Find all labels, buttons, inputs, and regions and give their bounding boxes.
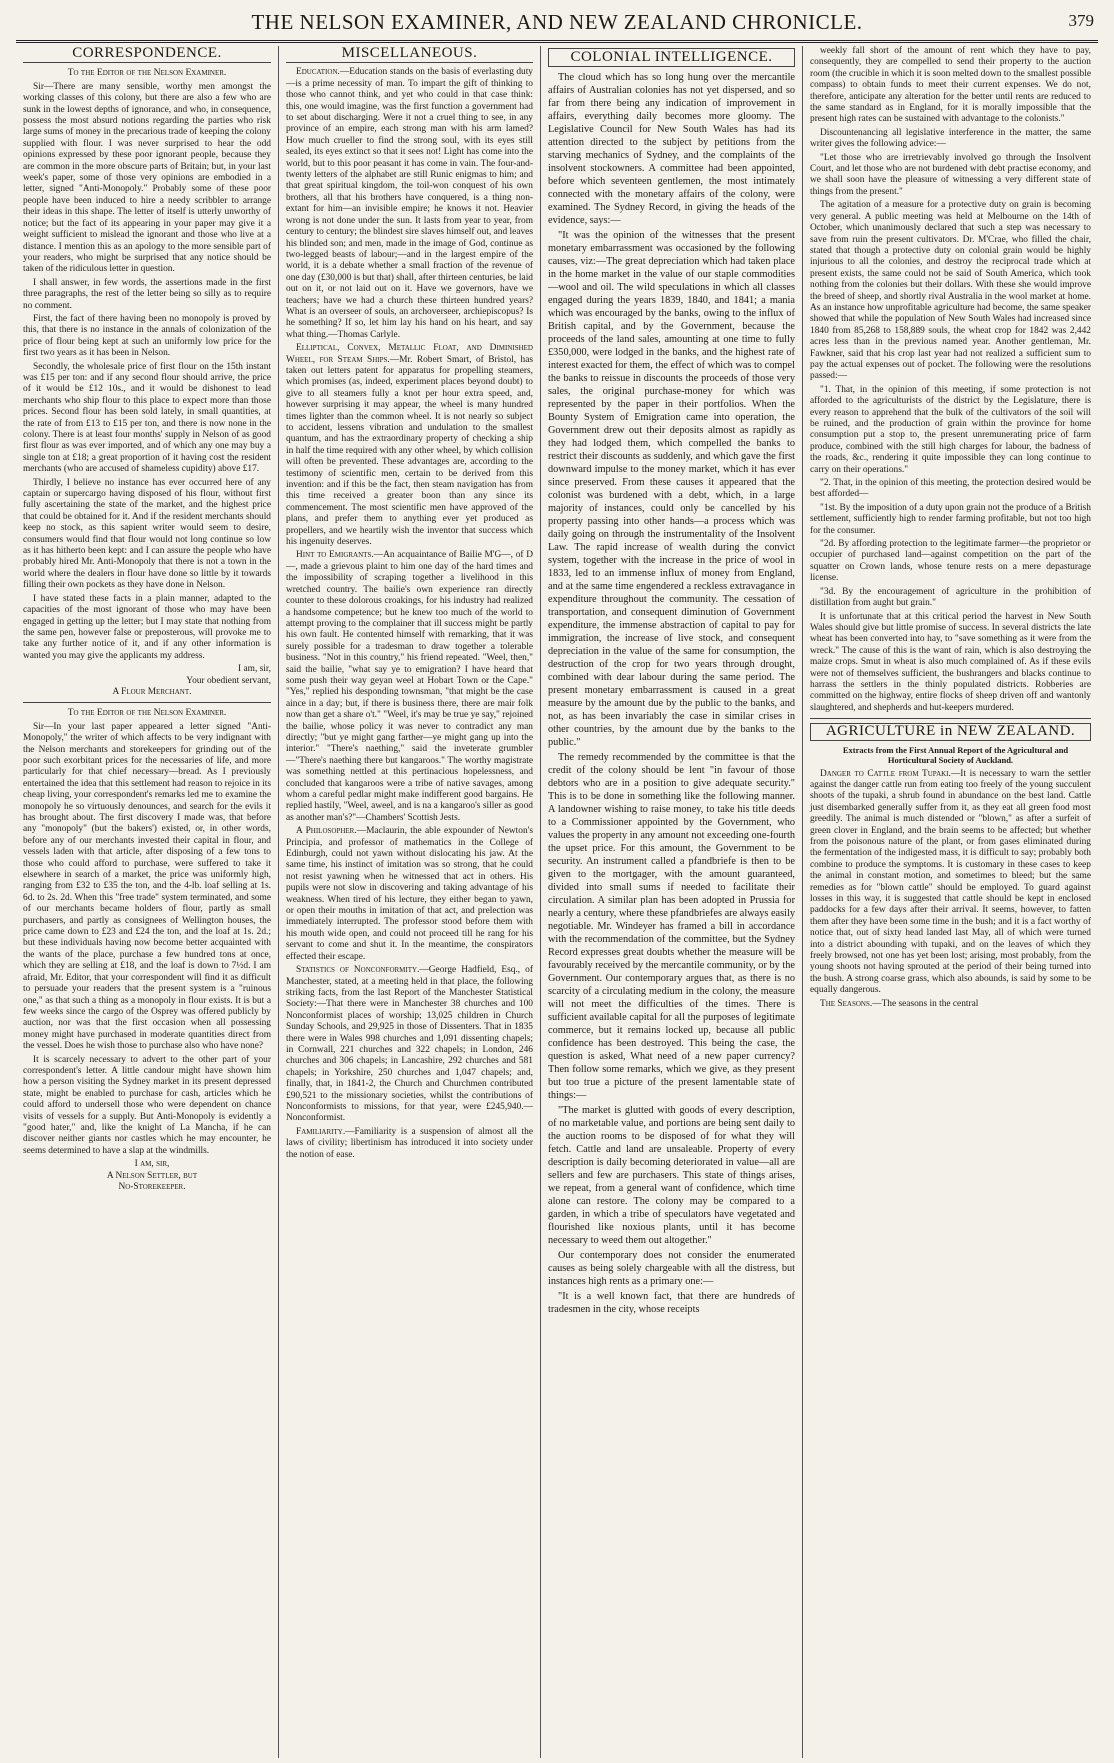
section-heading-agriculture: AGRICULTURE in NEW ZEALAND. bbox=[810, 723, 1091, 740]
item-heading: Danger to Cattle from Tupaki. bbox=[820, 768, 951, 779]
paragraph: Secondly, the wholesale price of first flour on the 15th instant was £15 per ton: and if any second flour should arrive, the price of it would be £12 10s., and it would be dishonest to lead merchants who ship flour to this place to expect more than those prices. Second flour has been sold lately, in small quantities, at the rate of from £13 to £15 per ton, and there is now none in the colony. There is at least four months' supply in Nelson of as good first flour as was ever imported, and of which any one may buy a single ton at £18; a great proportion of it having cost the resident merchants (who are accused of shameless cupidity) above £17. bbox=[23, 361, 271, 475]
colonial-article-continued bbox=[810, 46, 1091, 714]
section-subheading: Extracts from the First Annual Report of the Agricultural and Horticultural Society of Auckland. bbox=[842, 744, 1069, 765]
item-text: —Mr. Robert Smart, of Bristol, has taken out letters patent for apparatus for propelling steamers, which promises (as, indeed, experiment places beyond doubt) to give to all steamers fully a knot per hour extra speed, and, however surprising it may appear, the wheel is many hundred times lighter than the common wheel. It is not nearly so subject to accident, lessens vibration and undulation to the smallest quantum, and has the extraordinary property of checking a ship in half the time required with any other wheel, by which collision will often be prevented. These advantages are, according to the testimony of scientific men, certain to be derived from this invention: and if this be the fact, then steam navigation has from this time received a greater boon than any since its commencement. The most scientific men have approved of the plans, and prefer them to anything ever yet produced as propellers, and we heartily wish the inventor that success which his ingenuity deserves. bbox=[286, 354, 534, 548]
letter-body bbox=[23, 722, 271, 1157]
letter-signature: A Flour Merchant. bbox=[112, 686, 192, 697]
article-item bbox=[810, 769, 1091, 997]
letter-signature: No-Storekeeper. bbox=[118, 1182, 186, 1192]
column-miscellaneous bbox=[279, 46, 541, 1758]
column-correspondence bbox=[16, 46, 279, 1758]
section-heading-colonial-intelligence: COLONIAL INTELLIGENCE. bbox=[548, 48, 795, 67]
item-heading: The Seasons. bbox=[820, 998, 873, 1009]
paragraph: weekly fall short of the amount of rent which they have to pay, consequently, they are compelled to send their property to the auction room (the crucible in which it is soon melted down to the smallest possible compass) to obtain funds to meet their current expenses. We do not, therefore, anticipate any alteration for the better until rents are reduced to the same standard as in England, for it is morally impossible that the present high rates can be sustained with advantage to the colonists." bbox=[810, 46, 1091, 125]
item-text: —An acquaintance of Bailie M'G—, of D—, made a grievous plaint to him one day of the hard times and the impossibility of scraping together a livelihood in this wretched country. The bailie's own experience ran directly counter to these dolorous croakings, for his industry had realized a handsome competence; but he knew too much of the world to attempt proving to the complainer that ill success might be partly his own fault. He contented himself with remarking, that it was surely possible for a tradesman to draw together a tolerable business. "Not in this country," his friend repeated. "Weel, then," said the bailie, "what say ye to emigration? I have heard that some push their way geyan weel at Hobart Town or the Cape." "Yes," replied his desponding townsman, "that might be the case aince in a day; but, if there is business there, there are mair folk now than get a share o't." "Weel, it's may be true ye say," rejoined the bailie, whose policy it was never to contradict any man directly; "but ye might gang farther—ye might gang up into the interior." "There's naething," said the inveterate grumbler—"There's naething there but kangaroos." The worthy magistrate was something nettled at this pertinacious hopelessness, and concluded that kangaroos were a tribe of native savages, among whom a careful pedlar might make indifferent good bargains. He replied hastily, "Weel, aweel, and is na a kangaroo's siller as good as another man's?"—Chambers' Scottish Jests. bbox=[286, 550, 533, 823]
paragraph: I shall answer, in few words, the assertions made in the first three paragraphs, the rest of the letter being so silly as to require no comment. bbox=[23, 277, 271, 311]
item-text: —Maclaurin, the able expounder of Newton's Principia, and professor of mathematics in the College of Edinburgh, could not yawn without dislocating his jaw. At the same time, his instinct of imitation was so strong, that he could not resist yawning when he witnessed that act in others. His pupils were not slow in discovering and taking advantage of his weakness. When tired of his lecture, they either began to yawn, or open their mouths in imitation of that act, and prelection was immediately interrupted. The professor stood before them with his mouth wide open, and could not proceed till he rang for his servant to come and shut it. In the meantime, the conspirators effected their escape. bbox=[286, 826, 533, 962]
paragraph: Sir—In your last paper appeared a letter signed "Anti-Monopoly," the writer of which affects to be very indignant with the Nelson merchants and storekeepers for grinding out of the poor such exorbitant prices for the necessaries of life, and more particularly for that chief necessary—bread. As I previously entertained the idea that this settlement had reason to rejoice in its cheap living, your correspondent's remarks led me to examine the monopoly he so virtuously denounces, and search for the evils it has brought about. The first discovery I made was, that before any "monopoly" (but the bakers') existed, or, in other words, before any of our merchants invested their capital in flour, and vessels laden with that article, after disposing of a few tons to those who could afford to purchase, were suffered to take it elsewhere in search of a market, the price was uniformly high, ranging from £32 to £35 the ton, and the 4-lb. loaf selling at 1s. 6d. to 2s. 2d. When this "free trade" system terminated, and some of our merchants became holders of flour, partly as small purchasers, and partly as consignees of Wellington houses, the price came down to £23 and £24 the ton, and the loaf at 1s. 2d.; but these individuals having now become better acquainted with the wants of the place, purchase a few hundred tons at once, which they are selling at £18, and the loaf is down to 7½d. I am afraid, Mr. Editor, that your correspondent will find it as difficult to persuade your readers that the present system is a "ruinous one," as that such a thing as a monopoly in flour exists. It is but a few weeks since the cargo of the Osprey was offered publicly by auction, nor was that the first occasion when all possessing money might have purchased in moderate quantities direct from the vessel. Does he wish those to purchase also who have none? bbox=[23, 721, 271, 1052]
paragraph: "Let those who are irretrievably involved go through the Insolvent Court, and let those who are not burdened with debt practise economy, and we shall soon have the pleasure of witnessing a very different state of things from the present." bbox=[810, 152, 1091, 197]
paragraph: Discountenancing all legislative interference in the matter, the same writer gives the following advice:— bbox=[810, 127, 1091, 150]
article-item bbox=[810, 999, 1091, 1010]
agriculture-items bbox=[810, 769, 1091, 1011]
letter-closing: I am, sir, bbox=[238, 664, 271, 675]
item-heading: Statistics of Nonconformity. bbox=[296, 965, 420, 976]
item-text: —George Hadfield, Esq., of Manchester, stated, at a meeting held in that place, the following striking facts, from the last Report of the Manchester Statistical Society:—That there were in Manchester 38 churches and 100 Nonconformist places of worship; 13,025 children in Church Sunday Schools, and 29,925 in those of Dissenters. That in 1835 there were in Wales 998 churches and 1,091 dissenting chapels; in Cornwall, 221 churches and 322 chapels; in London, 246 churches and 306 chapels; in Lancashire, 292 churches and 581 chapels; in Yorkshire, 250 churches and 1,047 chapels; and, finally, that, in 1841-2, the Church and Churchmen contributed £90,521 to the missionary societies, whilst the contributions of Nonconformists to missions, for that year, were £245,940.—Nonconformist. bbox=[286, 965, 533, 1124]
paragraph: Sir—There are many sensible, worthy men amongst the working classes of this colony, but there are also a few who are sunk in the lowest depths of ignorance, and who, in consequence, possess the most absurd notions regarding the parties who risk large sums of money in the precarious trade of keeping the colony supplied with flour. I was never surprised to hear the odd opinions expressed by these poor ignorant people, because they are common in the more obscure parts of Britain; but, in your last week's paper, some of those very opinions are embodied in a letter, signed "Anti-Monopoly." Probably some of these poor people have been induced to hire a needy scribbler to arrange their ideas in this shape. The letter of itself is utterly unworthy of notice; but the fact of its appearing in your paper may give it a weight sufficient to mislead the ignorant and those who live at a distance. I mention this as an apology to the more sensible part of your readers, who might be surprised that any notice should be taken of the ridiculous letter in question. bbox=[23, 81, 271, 275]
masthead bbox=[16, 6, 1098, 40]
section-heading-correspondence: CORRESPONDENCE. bbox=[23, 48, 271, 63]
article-item bbox=[286, 826, 533, 963]
columns bbox=[16, 46, 1098, 1758]
paragraph: The cloud which has so long hung over the mercantile affairs of Australian colonies has not yet dispersed, and so far from there being any indication of improvement in affairs, everything daily becomes more gloomy. The Legislative Council for New South Wales has had its attention directed to the subject by petitions from the starving mechanics of Sydney, and the complaints of the insolvent stockowners. A committee had been appointed, before which seventeen gentlemen, the most intimately connected with the monetary affairs of the colony, were examined. The Sydney Record, in giving the heads of the evidence, says:— bbox=[548, 72, 795, 226]
item-heading: Hint to Emigrants. bbox=[296, 550, 374, 561]
paragraph: "It was the opinion of the witnesses that the present monetary embarrassment was occasioned by the following causes, viz:—The great depreciation which had taken place in the home market in the value of our staple commodities—wool and oil. The wild speculations in which all classes engaged during the years 1839, 1840, and 1841; a mania which was encouraged by the banks, owing to the influx of British capital, and by the Government, because the proceeds of the land sales, amounting at one time to fully £350,000, were lodged in the banks, and the highest rate of interest exacted for them, the effect of which was to compel the banks to reissue in discounts the proceeds of those very sales, the original purchase-money for which was represented by the paper in their portfolios. When the Bounty System of Emigration came into operation, the Government drew out their deposits almost as rapidly as they had lodged them, which compelled the banks to restrict their discounts as suddenly, and which gave the first downward impulse to the money market, which it has ever since preserved. From these causes it appeared that the colonist was burdened with a debt, which, in a large majority of instances, could only be cancelled by his property passing into other hands—a process which was daily going on through the instrumentality of the Insolvent Law. The rapid increase of wealth during the convict system, together with the increase in the price of wool in 1833, led to an immense influx of money from England, and at the same time engendered a reckless extravagance in expenditure throughout the community. The cessation of transportation, and consequent diminution of Government expenditure, the immense abstraction of capital to pay for immigration, the increase of live stock, and consequent depreciation in the value of the same for consumption, the destruction of the crop for two years through drought, combined with dear labour during the same period. The present monetary embarrassment is caused in a great measure by the amount due by the public to the banks, and not, as has been invariably the case in similar crises in other countries, by the amount due by the banks to the public." bbox=[548, 230, 795, 748]
item-text: —The seasons in the central bbox=[872, 998, 979, 1009]
paragraph: "1. That, in the opinion of this meeting, if some protection is not afforded to the agriculturists of the district by the Legislature, there is every reason to apprehend that the bulk of the cultivators of the soil will be ruined, and the production of grain within the province for home consumption put a stop to, the present unremunerating price of farm produce, combined with the still high charges for labour, the badness of the roads, &c., rendering it quite impossible they can long continue to carry on their operations." bbox=[810, 384, 1091, 475]
letter-body bbox=[23, 82, 271, 662]
item-text: —It is necessary to warn the settler against the danger cattle run from eating too freely of the young succulent shoots of the tupaki, a shrub found in abundance on the best land. Cattle just disembarked generally suffer from it, as they eat all green food most greedily. The animal is much distended or "blown," as after a surfeit of green clover in England, and the brain seems to be affected; but whether from the poisonous nature of the plant, or from gases eliminated during the fermentation of the indigested mass, it is difficult to say; probably both combine to produce the symptoms. It is customary in these cases to keep the animal in constant motion, and sometimes to bleed; but the same remedies as for "blown cattle" should be employed. To guard against losses in this way, it is suggested that cattle should be kept in enclosed paddocks for a few days after their arrival. It seems, however, to fatten them after they have been some time in the bush; and it is a fact worthy of notice that, out of sixty head landed last May, all of which were turned into a district abounding with tupaki, and on the leaves of which they freely browsed, not one has yet been lost; arising, most probably, from the young shoots not having sprouted at the period of their being turned into the bush. A strong coarse grass, which also abounds, is said by some to be equally dangerous. bbox=[810, 768, 1092, 996]
paragraph: "2d. By affording protection to the legitimate farmer—the proprietor or occupier of purchased land—against competition on the part of the squatter on Crown lands, whose tenure rests on a mere depasturage license. bbox=[810, 539, 1091, 584]
paragraph: Thirdly, I believe no instance has ever occurred here of any captain or supercargo having disposed of his flour, without first fully ascertaining the state of the market, and the highest price that could be obtained for it. And if the resident merchants should keep no stock, as this sapient writer would seem to desire, consumers would find that flour would not long continue so low as it has hitherto been kept: and I can assure the people who have probably hired Mr. Anti-Monopoly that there is not a town in the world where the dealers in flour have done so little by it towards filling their own pockets as they have done in Nelson. bbox=[23, 477, 271, 591]
column-continuation bbox=[803, 46, 1098, 1758]
paragraph: "It is a well known fact, that there are hundreds of tradesmen in the city, whose receipts bbox=[548, 1291, 795, 1315]
article-item bbox=[286, 965, 533, 1125]
newspaper-title: THE NELSON EXAMINER, AND NEW ZEALAND CHRONICLE. bbox=[251, 10, 863, 34]
letter-closing: I am, sir, bbox=[134, 1159, 170, 1170]
item-heading: A Philosopher. bbox=[296, 826, 357, 837]
section-heading-miscellaneous: MISCELLANEOUS. bbox=[286, 48, 533, 63]
divider bbox=[810, 718, 1091, 719]
article-item bbox=[286, 1127, 533, 1161]
article-item bbox=[286, 67, 533, 341]
paragraph: It is unfortunate that at this critical period the harvest in New South Wales should give but little promise of success. In several districts the late wheat has been converted into hay, to "save something as it were from the wreck." The cause of this is the want of rain, which is also destroying the maize crops. Smut in wheat is also much complained of. As if these evils were not of themselves sufficient, the bushrangers and blacks continue to harrass the settlers in the thinly populated districts. Robberies are committed on the highway, entire flocks of sheep driven off and wantonly slaughtered, and shepherds and hut-keepers murdered. bbox=[810, 611, 1091, 713]
paragraph: It is scarcely necessary to advert to the other part of your correspondent's letter. A little candour might have shown him how a person visiting the Sydney market in its present depressed state, might be enabled to purchase for cash, articles which he could afford to undersell those who were dependent on chance visits of vessels for a supply. But Anti-Monopoly is evidently a "good hater," and, like the knight of La Mancha, if he can discover neither giants nor castles which he may encounter, he seems determined to have a slap at the windmills. bbox=[23, 1054, 271, 1156]
paragraph: First, the fact of there having been no monopoly is proved by this, that there is no instance in the annals of colonization of the price of flour being kept at such an uniformly low price for the first two years as it has been in Nelson. bbox=[23, 313, 271, 359]
letter-closing: Your obedient servant, bbox=[186, 675, 271, 686]
column-colonial-intelligence bbox=[541, 46, 803, 1758]
item-heading: Education. bbox=[296, 67, 340, 78]
article-item bbox=[286, 343, 533, 548]
colonial-article bbox=[548, 71, 795, 1316]
page-number: 379 bbox=[1068, 11, 1094, 30]
paragraph: Our contemporary does not consider the enumerated causes as being solely chargeable with all the distress, but instances high rents as a primary one:— bbox=[548, 1250, 795, 1287]
letter-closing: A Nelson Settler, but bbox=[106, 1170, 198, 1181]
paragraph: I have stated these facts in a plain manner, adapted to the capacities of the most ignorant of those who may have been engaged in getting up the letter; but I may state that nothing from the same pen, however false or preposterous, will provoke me to take any further notice of it, and if any other information is wanted you may give the applicants my address. bbox=[23, 593, 271, 661]
item-heading: Familiarity. bbox=[296, 1126, 346, 1137]
divider bbox=[23, 702, 271, 703]
letter-address: To the Editor of the Nelson Examiner. bbox=[67, 708, 227, 719]
item-text: —Education stands on the basis of everlasting duty—is a prime necessity of man. To impart the gift of thinking to those who cannot think, and yet who could in that case think: this, one would imagine, was the first function a government had to set about discharging. Were it not a cruel thing to see, in any province of an empire, each strong man with his arm lamed? How much crueller to find the strong soul, with its eyes still sealed, its eyes extinct so that it sees not! Light has come into the world, but to this poor peasant it has come in vain. The four-and-twenty letters of the alphabet are still Runic enigmas to him; and that great spiritual kingdom, the toil-won conquest of his own brothers, all that his brothers have conquered, is a thing non-extant for him—an invisible empire; he knows it not. Heavier wrong is not done under the sun. It lasts from year to year, from century to century; the blindest sire slaves himself out, and leaves his blinded son; and men, made in the image of God, continue as two-legged beasts of labour;—and in the largest empire of the world, it is a debate whether a small fraction of the revenue of one day (£30,000 is but that) shall, after thirteen centuries, be laid out on it, or not laid out on it. Have we governors, have we teachers; have we had a church these thirteen hundred years? What is an overseer of souls, an archoverseer, archiepiscopus? Is he something? If so, let him lay his hand on his heart, and say what thing.—Thomas Carlyle. bbox=[286, 67, 533, 340]
paragraph: The agitation of a measure for a protective duty on grain is becoming very general. A public meeting was held at Melbourne on the 14th of October, which unanimously declared that such a step was necessary to save from ruin the present cultivators. Dr. M'Crae, who filled the chair, stated that though a protective duty on colonial grain would be highly injurious to all the colonies, and destroy the reciprocal trade which at present exists, the same could not be said of South America, which took nothing from the colonies but their dollars. With these she would improve the breed of sheep, and shortly rival Australia in the wool market at home. As an instance how unprofitable agriculture had become, the same speaker showed that while the population of New South Wales had increased since 1840 from 85,268 to 158,889 souls, the wheat crop for 1842 was 2,442 acres less than in the previous named year. Another gentleman, Mr. Fawkner, said that his crop last year had not realized a sufficient sum to pay the actual expenses out of pocket. The following were the resolutions passed:— bbox=[810, 200, 1091, 382]
letter-address: To the Editor of the Nelson Examiner. bbox=[67, 68, 227, 79]
paragraph: The remedy recommended by the committee is that the credit of the colony should be lent "in favour of those debtors who are in a position to give adequate security." This is to be done in something like the following manner. A landowner wishing to raise money, to take his title deeds to a Commissioner appointed by the Government, who values the property in any amount not exceeding one-fourth the upset price. For this amount, the Government to be security. An instrument called a pfandbriefe is then to be given to the mortgager, with the amount guaranteed, divided into small sums if needed to facilitate their circulation. A similar plan has been adopted in Prussia for nearly a century, where these pfandbriefes are always easily negotiable. Mr. Windeyer has framed a bill in accordance with the recommendation of the committee, but the Sydney Record expresses great doubts whether the measure will be favourably received by the mercantile community, or by the Government. Our contemporary argues that, as there is no scarcity of a circulating medium in the colony, the measure will not meet the difficulties of the times. There is sufficient available capital for all the purposes of legitimate commerce, but it remains locked up, because all public confidence has been destroyed. This being the case, the question is asked, What need of a new paper currency? Then follow some remarks, which we give, as they present but too true a picture of the present lamentable state of things:— bbox=[548, 752, 795, 1101]
paragraph: "3d. By the encouragement of agriculture in the prohibition of distillation from aught but grain." bbox=[810, 586, 1091, 609]
masthead-rule bbox=[16, 40, 1098, 43]
paragraph: "2. That, in the opinion of this meeting, the protection desired would be best afforded— bbox=[810, 478, 1091, 500]
paragraph: "The market is glutted with goods of every description, of no marketable value, and portions are being sent daily to the auction rooms to be disposed of for what they will fetch. Cattle and land are unsaleable. Property of every description is daily becoming deteriorated in value—all are sellers and few are purchasers. This state of things arises, we repeat, from a general want of confidence, which time alone can restore. The colony may be compared to a garden, in which a tribe of speculators have vegetated and flourished like noxious plants, until it has become necessary to weed them out altogether." bbox=[548, 1105, 795, 1246]
paragraph: "1st. By the imposition of a duty upon grain not the produce of a British settlement, sufficiently high to render farming profitable, but not too high for the consumer. bbox=[810, 502, 1091, 536]
miscellaneous-items bbox=[286, 67, 533, 1161]
item-heading: Elliptical, Convex, Metallic Float, and Diminished Wheel, for Steam Ships. bbox=[286, 343, 533, 365]
article-item bbox=[286, 550, 533, 824]
item-text: —Familiarity is a suspension of almost all the laws of civility; libertinism has introduced it into society under the notion of ease. bbox=[286, 1126, 533, 1160]
